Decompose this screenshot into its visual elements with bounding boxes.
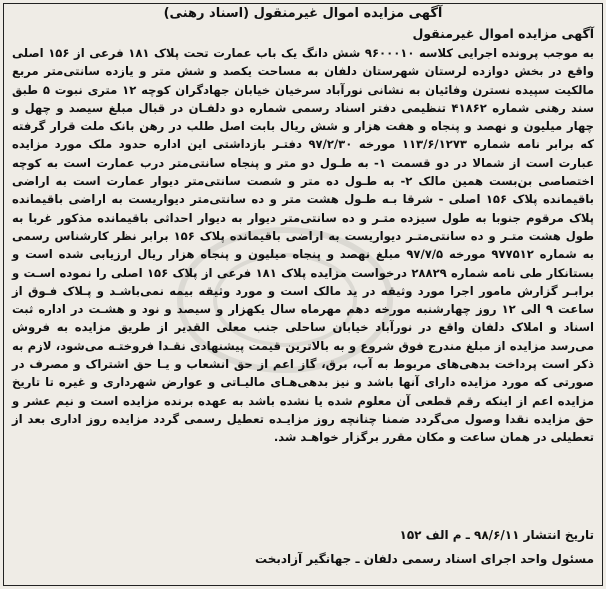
- publication-date: تاریخ انتشار ۹۸/۶/۱۱ ـ م الف ۱۵۲: [399, 528, 594, 542]
- notice-subtitle: آگهی مزایده اموال غیرمنقول: [412, 26, 594, 41]
- notice-body: به موجب پرونده اجرایی کلاسه ۹۶۰۰۰۱۰ شش دانگ یک باب عمارت تحت پلاک ۱۸۱ فرعی از ۱۵۶ اصلی واقع در بخش دوازده لرستان شهرستان دلفان به مساحت یکصد و شش متر و یازده سانتی‌متر مربع مالکیت سپیده نسترن وفائیان به نشانی نورآباد سرخیان خیابان جهادگران کوچه ۱۲ متری نبوت ۵ طبق سند رهنی شماره ۴۱۸۶۲ تنظیمی دفتر اسناد رسمی شماره دو دلفـان در قبال مبلغ سیصد و چهل و چهار میلیون و نهصد و پنجاه و هفت هزار و شش ریال بابت اصل طلب در رهن بانک ملت قرار گرفته که برابر نامه شماره ۱۱۳/۶/۱۲۷۳ مورخه ۹۷/۲/۳۰ دفتـر بازداشتی این اداره حدود ملک مورد مزایده عبارت است از شمالا در دو قسمت ۱- به طـول دو متر و پنجاه سانتی‌متر درب عمارت است به کوچه اختصاصی بن‌بست همین مالک ۲- به طـول ده متر و شصت سانتی‌متر دیوار عمارت است به اراضی باقیمانده پلاک ۱۵۶ اصلی - شرقا بـه طـول هشت متر و ده سانتی‌متر دیواریست به اراضی باقیمانده پلاک مرقوم جنوبا به طول سیزده متـر و ده سانتی‌متر دیوار به دیوار احداثی باقیمانده مذکور غربا به طول هشت متـر و ده سانتی‌متـر دیواریست به اراضی باقیمانده پلاک ۱۵۶ برابر نظر کارشناس رسمی به شماره ۹۷۷۵۱۲ مورخه ۹۷/۷/۵ مبلغ نهصد و پنجاه میلیون و پنجاه هزار ریال ارزیابی شده است و بستانکار طی نامه شماره ۲۸۸۲۹ درخواست مزایده پلاک ۱۸۱ فرعی از پلاک ۱۵۶ اصلی را نموده اسـت و برابـر گزارش مامور اجرا مورد وثیقه در ید مالک است و مورد وثیقه بیمه نمی‌باشـد و پـلاک فـوق از ساعت ۹ الی ۱۲ روز چهارشنبه مورخه دهم مهرماه سال یکهزار و سیصد و نود و هشـت در اداره ثبت اسناد و املاک دلفان واقع در نورآباد خیابان ساحلی جنب معلی القدیر از طریق مزایده به فروش می‌رسد مزایده از مبلغ مندرج فوق شروع و به بالاترین قیمت پیشنهادی نقـدا فروختـه می‌شود، لازم به ذکر است پرداخت بدهی‌های مربوط به آب، برق، گاز اعم از حق انشعاب و یـا حق اشتراک و مصرف در صورتی که مورد مزایده دارای آنها باشد و نیز بدهی‌هـای مالیـاتی و عوارض شهرداری و غیره تا تاریخ مزایده اعم از اینکه رقم قطعی آن معلوم شده یا نشده باشد به عهده برنده مزایده است و نیم عشر و حق مزایده نقدا وصول می‌گردد ضمنا چنانچه روز مزایـده تعطیل رسمی گردد مزایده روز اداری بعد از تعطیلی در همان ساعت و مکان مقرر برگزار خواهـد شد.: [12, 46, 595, 445]
- notice-title: آگهی مزایده اموال غیرمنقول (اسناد رهنی): [163, 6, 443, 21]
- notice-signature: مسئول واحد اجرای اسناد رسمی دلفان ـ جهانگیر آزادبخت: [255, 552, 594, 566]
